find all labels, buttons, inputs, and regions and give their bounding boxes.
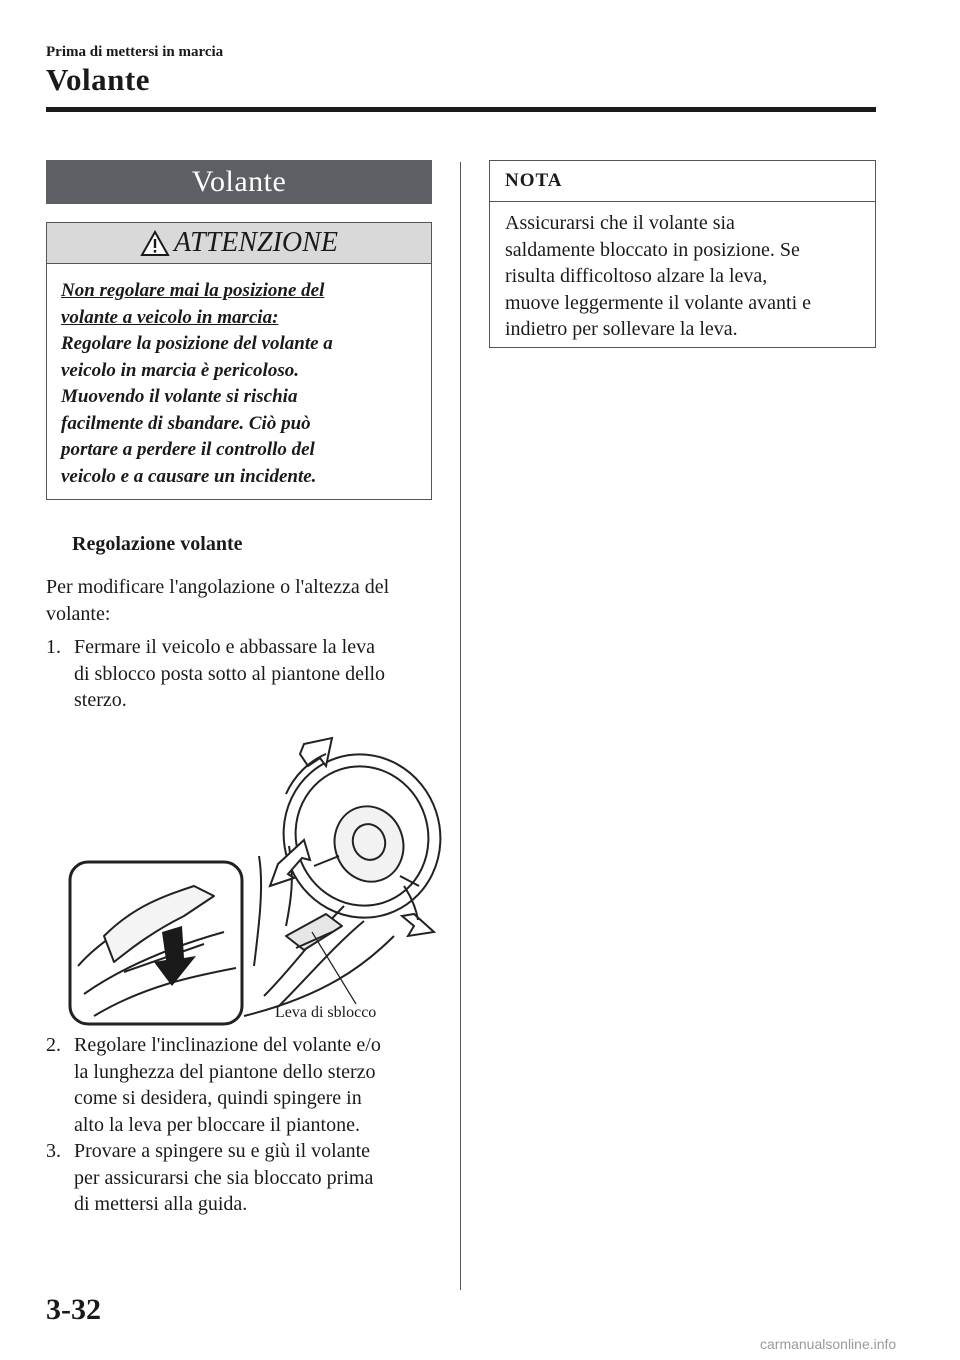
warning-line: portare a perdere il controllo del [61,439,315,460]
steps-list-b [46,1032,436,1218]
step-line: sterzo. [74,689,127,711]
warning-line: volante a veicolo in marcia: [61,306,279,328]
note-title: NOTA [490,161,875,202]
step-line: di mettersi alla guida. [74,1193,248,1215]
warning-triangle-icon [140,230,170,257]
header-rule [46,107,876,112]
step-line: Provare a spingere su e giù il volante [74,1140,371,1162]
steering-wheel-illustration [64,736,444,1028]
step-line: Regolare l'inclinazione del volante e/o [74,1034,381,1056]
step-item [46,634,436,714]
step-line: la lunghezza del piantone dello sterzo [74,1060,376,1083]
watermark: carmanualsonline.info [760,1336,897,1352]
figure-label: Leva di sblocco [275,1004,377,1021]
step-item [46,1138,436,1218]
note-body [490,202,875,343]
warning-line: veicolo in marcia è pericoloso. [61,359,299,381]
section-label: Prima di mettersi in marcia [46,44,224,60]
warning-line: Muovendo il volante si rischia [61,386,298,407]
step-number: 2. [46,1034,61,1056]
intro-line: Per modificare l'angolazione o l'altezza del [46,576,390,598]
step-line: come si desidera, quindi spingere in [74,1087,362,1109]
column-divider [460,162,461,1290]
steps-list-a [46,634,436,714]
warning-title: ATTENZIONE [174,227,338,258]
warning-line: Non regolare mai la posizione del [61,280,325,301]
warning-box [46,222,432,500]
warning-line: facilmente di sbandare. Ciò può [61,412,311,434]
note-line: risulta difficoltoso alzare la leva, [505,265,768,287]
step-line: Fermare il veicolo e abbassare la leva [74,636,375,658]
warning-body [47,264,431,490]
step-line: alto la leva per bloccare il piantone. [74,1113,360,1136]
warning-line: veicolo e a causare un incidente. [61,465,317,487]
note-line: muove leggermente il volante avanti e [505,291,811,314]
note-box [489,160,876,348]
warning-header [47,223,431,264]
chapter-title: Volante [46,62,150,97]
step-item [46,1032,436,1138]
page-number: 3-32 [46,1293,101,1326]
subheading: Regolazione volante [72,533,243,555]
step-number: 1. [46,636,61,658]
note-line: Assicurarsi che il volante sia [505,212,735,234]
step-number: 3. [46,1140,61,1162]
step-line: per assicurarsi che sia bloccato prima [74,1166,374,1189]
intro-paragraph [46,574,436,627]
note-line: indietro per sollevare la leva. [505,318,738,340]
step-line: di sblocco posta sotto al piantone dello [74,662,386,685]
warning-line: Regolare la posizione del volante a [61,333,333,354]
intro-line: volante: [46,602,111,625]
note-line: saldamente bloccato in posizione. Se [505,238,800,261]
section-title-bar: Volante [46,160,432,204]
